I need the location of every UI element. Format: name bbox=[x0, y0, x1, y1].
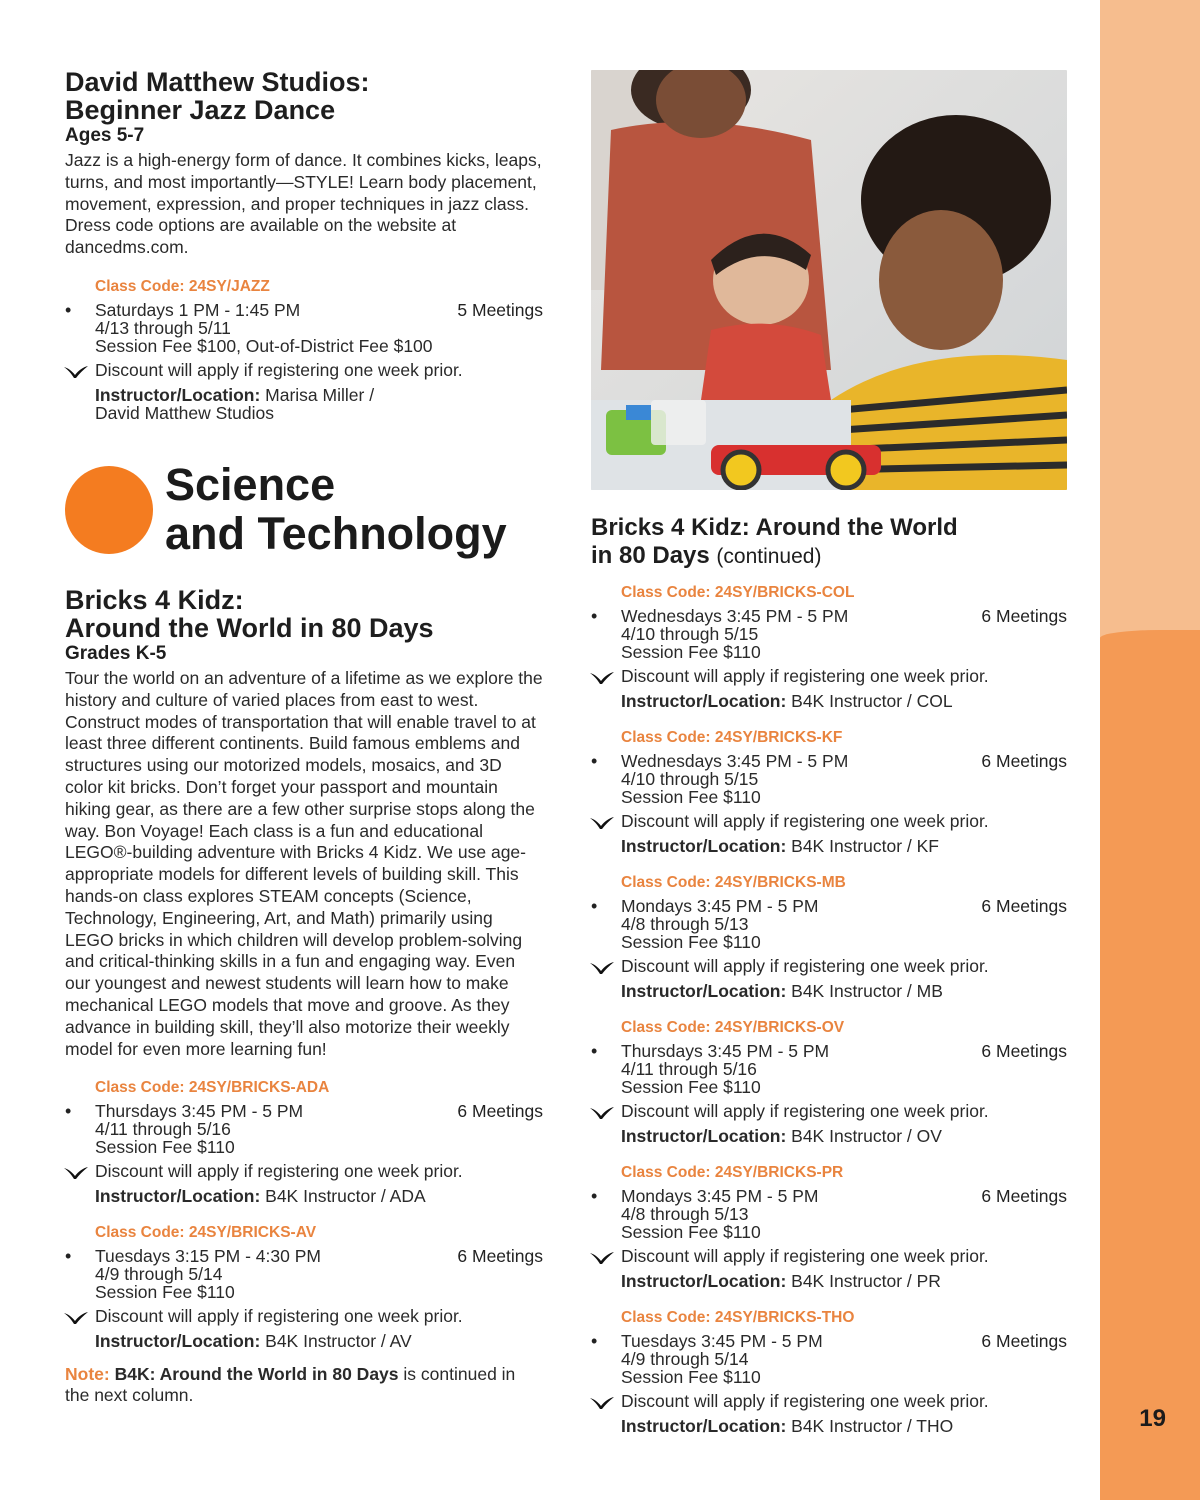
bullet-icon: • bbox=[591, 896, 598, 916]
session-fee: Session Fee $110 bbox=[621, 642, 761, 662]
instructor-label: Instructor/Location: bbox=[621, 1126, 787, 1146]
session-dates: 4/10 through 5/15 bbox=[621, 624, 759, 644]
bullet-icon: • bbox=[591, 1041, 598, 1061]
session-dates: 4/11 through 5/16 bbox=[95, 1119, 231, 1140]
meetings-count: 6 Meetings bbox=[981, 896, 1067, 916]
meetings-count: 6 Meetings bbox=[981, 606, 1067, 626]
bricks-title-line2: Around the World in 80 Days bbox=[65, 612, 434, 643]
instructor-location bbox=[621, 1272, 1067, 1290]
bird-icon bbox=[63, 1311, 89, 1325]
discount-text: Discount will apply if registering one week prior. bbox=[621, 1246, 989, 1266]
meetings-count: 6 Meetings bbox=[981, 751, 1067, 771]
class-code: Class Code: 24SY/BRICKS-MB bbox=[621, 874, 846, 891]
session-schedule bbox=[591, 606, 1067, 662]
session-dates: 4/9 through 5/14 bbox=[621, 1349, 749, 1369]
session-schedule bbox=[591, 896, 1067, 952]
page-number: 19 bbox=[1139, 1405, 1166, 1432]
bricks-session-av bbox=[65, 1223, 543, 1350]
class-code: Class Code: 24SY/BRICKS-COL bbox=[621, 584, 855, 601]
discount-note bbox=[621, 1391, 1067, 1411]
jazz-description: Jazz is a high-energy form of dance. It combines kicks, leaps, turns, and most importantly—STYLE! Learn body placement, movement, expression, and proper techniques in jazz class. Dress code options are available on the website at dancedms.com. bbox=[65, 150, 542, 258]
bricks-continued-title-line1: Bricks 4 Kidz: Around the World bbox=[591, 514, 958, 541]
meetings-count: 5 Meetings bbox=[457, 299, 543, 320]
instructor-location bbox=[95, 1187, 543, 1205]
section-heading bbox=[65, 460, 543, 590]
session-dates: 4/8 through 5/13 bbox=[621, 914, 749, 934]
bricks-session-kf bbox=[591, 728, 1067, 855]
instructor-label: Instructor/Location: bbox=[621, 981, 787, 1001]
discount-note bbox=[621, 811, 1067, 831]
class-code: Class Code: 24SY/BRICKS-THO bbox=[621, 1309, 855, 1326]
instructor-label: Instructor/Location: bbox=[95, 1331, 261, 1352]
session-dates: 4/8 through 5/13 bbox=[621, 1204, 749, 1224]
session-schedule bbox=[591, 1331, 1067, 1387]
instructor-label: Instructor/Location: bbox=[621, 691, 787, 711]
session-fee: Session Fee $110 bbox=[621, 787, 761, 807]
jazz-ages: Ages 5-7 bbox=[65, 125, 145, 146]
instructor-location bbox=[621, 837, 1067, 855]
instructor-location bbox=[621, 982, 1067, 1000]
bird-icon bbox=[589, 961, 615, 975]
bird-icon bbox=[589, 816, 615, 830]
instructor-location bbox=[95, 386, 543, 422]
session-fee: Session Fee $110 bbox=[95, 1137, 235, 1158]
instructor-value: B4K Instructor / COL bbox=[791, 691, 953, 711]
bricks-continued-title-text: in 80 Days bbox=[591, 542, 710, 569]
session-fee: Session Fee $110 bbox=[621, 932, 761, 952]
session-schedule bbox=[591, 1041, 1067, 1097]
instructor-value: B4K Instructor / AV bbox=[265, 1331, 412, 1352]
bullet-icon: • bbox=[591, 751, 598, 771]
instructor-label: Instructor/Location: bbox=[621, 1271, 787, 1291]
bricks-title bbox=[65, 586, 543, 642]
instructor-value: B4K Instructor / ADA bbox=[265, 1186, 426, 1207]
session-schedule bbox=[591, 751, 1067, 807]
instructor-value: B4K Instructor / KF bbox=[791, 836, 939, 856]
discount-note bbox=[95, 1161, 543, 1181]
class-code: Class Code: 24SY/BRICKS-OV bbox=[621, 1019, 845, 1036]
schedule-time: Thursdays 3:45 PM - 5 PM bbox=[621, 1041, 830, 1061]
left-column bbox=[65, 68, 543, 1406]
instructor-location bbox=[621, 1417, 1067, 1435]
schedule-time: Saturdays 1 PM - 1:45 PM bbox=[95, 299, 301, 320]
instructor-value: Marisa Miller / bbox=[265, 384, 375, 405]
continuation-note bbox=[65, 1364, 543, 1406]
meetings-count: 6 Meetings bbox=[981, 1041, 1067, 1061]
schedule-time: Wednesdays 3:45 PM - 5 PM bbox=[621, 606, 849, 626]
session-schedule bbox=[65, 299, 543, 356]
meetings-count: 6 Meetings bbox=[457, 1101, 543, 1122]
meetings-count: 6 Meetings bbox=[457, 1246, 543, 1267]
schedule-time: Thursdays 3:45 PM - 5 PM bbox=[95, 1101, 304, 1122]
note-bold-text: B4K: Around the World in 80 Days bbox=[114, 1364, 399, 1385]
bricks-session-ov bbox=[591, 1018, 1067, 1145]
bullet-icon: • bbox=[591, 1331, 598, 1351]
bricks-session-tho bbox=[591, 1308, 1067, 1435]
instructor-value: B4K Instructor / OV bbox=[791, 1126, 942, 1146]
bricks-class bbox=[65, 586, 543, 1406]
instructor-value: B4K Instructor / PR bbox=[791, 1271, 941, 1291]
jazz-title-line2: Beginner Jazz Dance bbox=[65, 95, 336, 125]
orange-circle-icon bbox=[65, 466, 153, 554]
session-fee: Session Fee $100, Out-of-District Fee $100 bbox=[95, 335, 433, 356]
instructor-label: Instructor/Location: bbox=[95, 384, 261, 405]
instructor-value: B4K Instructor / THO bbox=[791, 1416, 954, 1436]
bullet-icon: • bbox=[65, 1246, 72, 1267]
bullet-icon: • bbox=[65, 1101, 72, 1122]
discount-text: Discount will apply if registering one week prior. bbox=[621, 1391, 989, 1411]
right-column bbox=[591, 70, 1067, 1435]
discount-text: Discount will apply if registering one week prior. bbox=[95, 1306, 463, 1327]
bird-icon bbox=[63, 1166, 89, 1180]
session-fee: Session Fee $110 bbox=[621, 1077, 761, 1097]
discount-note bbox=[621, 666, 1067, 686]
continued-label: (continued) bbox=[716, 545, 822, 568]
jazz-title bbox=[65, 68, 543, 124]
note-text: is continued in the next column. bbox=[65, 1364, 516, 1406]
class-code: Class Code: 24SY/BRICKS-KF bbox=[621, 729, 843, 746]
section-heading-line2: and Technology bbox=[165, 507, 507, 559]
class-code: Class Code: 24SY/BRICKS-PR bbox=[621, 1164, 844, 1181]
bullet-icon: • bbox=[65, 299, 72, 320]
section-heading-line1: Science bbox=[165, 458, 336, 510]
schedule-time: Mondays 3:45 PM - 5 PM bbox=[621, 896, 819, 916]
class-code: Class Code: 24SY/JAZZ bbox=[95, 277, 270, 295]
session-dates: 4/13 through 5/11 bbox=[95, 317, 231, 338]
bricks-session-col bbox=[591, 583, 1067, 710]
bird-icon bbox=[63, 365, 89, 379]
instructor-value: B4K Instructor / MB bbox=[791, 981, 943, 1001]
discount-text: Discount will apply if registering one week prior. bbox=[95, 359, 463, 380]
meetings-count: 6 Meetings bbox=[981, 1186, 1067, 1206]
discount-note bbox=[621, 956, 1067, 976]
bricks-description: Tour the world on an adventure of a lifetime as we explore the history and culture of varied places from east to west. Construct modes of transportation that will enable travel to at least three different continents. Build famous emblems and structures using our motorized models, mosaics, and 3D color kit bricks. Don’t forget your passport and mountain hiking gear, as there are a few other surprise stops along the way. Bon Voyage! Each class is a fun and educational LEGO®-building adventure with Bricks 4 Kidz. We use age-appropriate models for different levels of building skill. This hands-on class explores STEAM concepts (Science, Technology, Engineering, Art, and Math) primarily using LEGO bricks in which children will develop problem-solving and critical-thinking skills in a fun and engaging way. Even our youngest and newest students will learn how to make mechanical LEGO models that move and groove. As they advance in building skill, they’ll also motorize their weekly model for even more learning fun! bbox=[65, 667, 543, 1059]
session-fee: Session Fee $110 bbox=[621, 1367, 761, 1387]
bricks-continued-title-line2 bbox=[591, 542, 1067, 571]
discount-text: Discount will apply if registering one week prior. bbox=[621, 811, 989, 831]
schedule-time: Tuesdays 3:45 PM - 5 PM bbox=[621, 1331, 823, 1351]
discount-text: Discount will apply if registering one week prior. bbox=[621, 666, 989, 686]
note-label: Note: bbox=[65, 1364, 110, 1385]
bricks-session-mb bbox=[591, 873, 1067, 1000]
discount-text: Discount will apply if registering one week prior. bbox=[95, 1161, 463, 1182]
discount-text: Discount will apply if registering one week prior. bbox=[621, 1101, 989, 1121]
jazz-session bbox=[65, 277, 543, 422]
bricks-grades: Grades K-5 bbox=[65, 642, 167, 664]
bullet-icon: • bbox=[591, 1186, 598, 1206]
schedule-time: Tuesdays 3:15 PM - 4:30 PM bbox=[95, 1246, 321, 1267]
session-schedule bbox=[65, 1101, 543, 1158]
instructor-label: Instructor/Location: bbox=[621, 836, 787, 856]
jazz-title-line1: David Matthew Studios: bbox=[65, 67, 370, 97]
bird-icon bbox=[589, 1396, 615, 1410]
instructor-value-line2: David Matthew Studios bbox=[95, 402, 274, 423]
session-fee: Session Fee $110 bbox=[95, 1282, 235, 1303]
bird-icon bbox=[589, 1106, 615, 1120]
class-code: Class Code: 24SY/BRICKS-ADA bbox=[95, 1079, 330, 1097]
bird-icon bbox=[589, 671, 615, 685]
class-code: Class Code: 24SY/BRICKS-AV bbox=[95, 1224, 317, 1242]
session-fee: Session Fee $110 bbox=[621, 1222, 761, 1242]
discount-note bbox=[95, 360, 543, 380]
session-schedule bbox=[591, 1186, 1067, 1242]
section-heading-text bbox=[165, 460, 507, 558]
page-sidebar-accent bbox=[1100, 630, 1200, 1500]
instructor-label: Instructor/Location: bbox=[95, 1186, 261, 1207]
instructor-label: Instructor/Location: bbox=[621, 1416, 787, 1436]
session-schedule bbox=[65, 1246, 543, 1303]
discount-note bbox=[621, 1246, 1067, 1266]
bullet-icon: • bbox=[591, 606, 598, 626]
schedule-time: Mondays 3:45 PM - 5 PM bbox=[621, 1186, 819, 1206]
discount-note bbox=[621, 1101, 1067, 1121]
bird-icon bbox=[589, 1251, 615, 1265]
students-building-robot-photo bbox=[591, 70, 1067, 490]
schedule-time: Wednesdays 3:45 PM - 5 PM bbox=[621, 751, 849, 771]
session-dates: 4/10 through 5/15 bbox=[621, 769, 759, 789]
session-dates: 4/9 through 5/14 bbox=[95, 1264, 223, 1285]
instructor-location bbox=[621, 692, 1067, 710]
instructor-location bbox=[621, 1127, 1067, 1145]
meetings-count: 6 Meetings bbox=[981, 1331, 1067, 1351]
session-dates: 4/11 through 5/16 bbox=[621, 1059, 757, 1079]
bricks-session-ada bbox=[65, 1078, 543, 1205]
jazz-class bbox=[65, 68, 543, 422]
bricks-title-line1: Bricks 4 Kidz: bbox=[65, 584, 244, 615]
bricks-continued bbox=[591, 514, 1067, 1435]
bricks-continued-title bbox=[591, 514, 1067, 571]
bricks-session-pr bbox=[591, 1163, 1067, 1290]
instructor-location bbox=[95, 1332, 543, 1350]
discount-note bbox=[95, 1306, 543, 1326]
discount-text: Discount will apply if registering one week prior. bbox=[621, 956, 989, 976]
